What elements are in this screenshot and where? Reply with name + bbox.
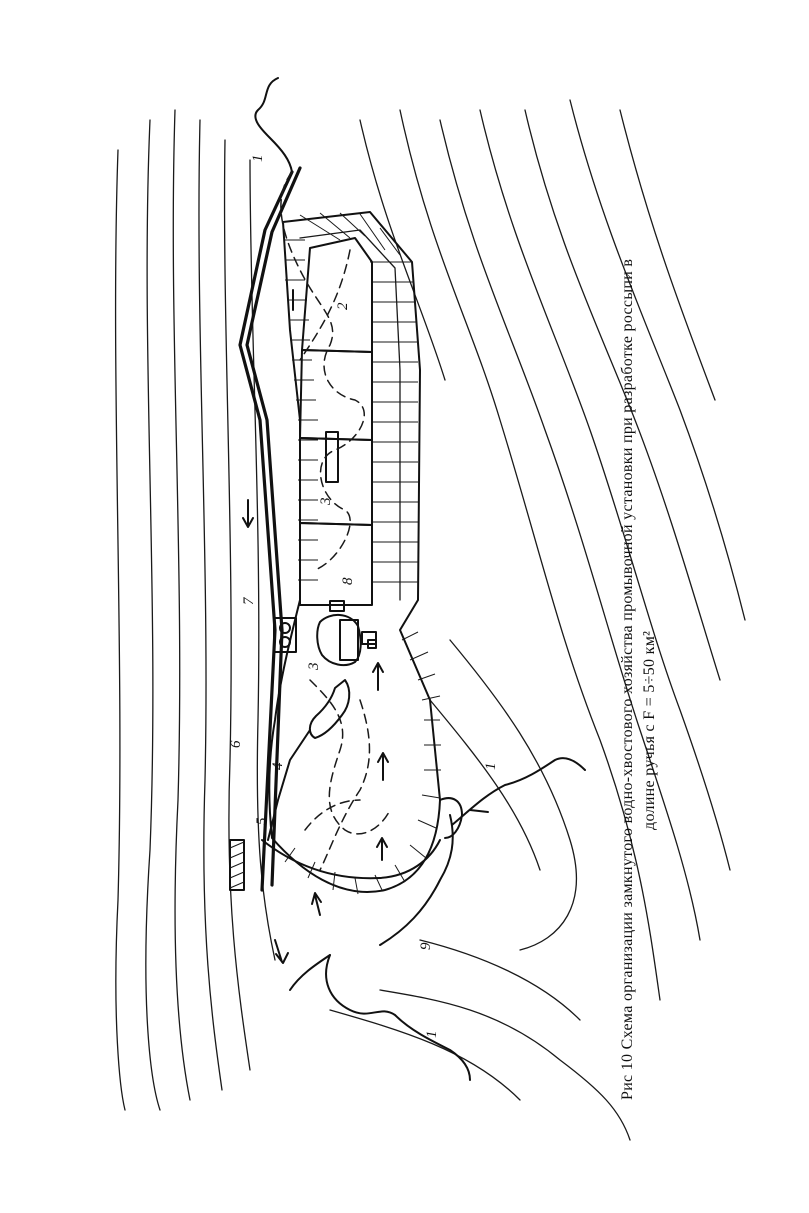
label-bypass-ditch: 6 xyxy=(228,740,244,748)
pond-8-area xyxy=(300,523,372,605)
caption-line-1: Рис 10 Схема организации замкнутого водно-хвостового хозяйства промывочной установки при разработке россыпи в xyxy=(619,258,636,1100)
spillway xyxy=(230,840,244,890)
label-stream-mid: 1 xyxy=(483,762,499,770)
flow-paths xyxy=(281,172,390,870)
label-pond-mid: 3 xyxy=(318,497,334,505)
washing-plant xyxy=(317,601,376,665)
stream-bottom xyxy=(326,955,470,1080)
figure-caption xyxy=(619,259,658,1100)
label-stream-bottom: 1 xyxy=(424,1030,440,1038)
settling-ponds xyxy=(300,238,372,605)
pump-station xyxy=(274,618,296,652)
diagram-labels xyxy=(228,155,499,1039)
drainage xyxy=(380,815,453,945)
caption-line-2: долине ручья с F = 5÷50 км² xyxy=(641,630,658,830)
stream-channels xyxy=(255,78,585,1080)
contour-lines-left xyxy=(116,110,275,1110)
label-spillway: 5 xyxy=(254,817,270,825)
stream-mid xyxy=(452,758,585,825)
label-washing-plant: 8 xyxy=(340,577,356,585)
label-pond-main: 2 xyxy=(335,302,351,310)
dike-lower xyxy=(262,840,440,878)
pond-embankment xyxy=(269,212,441,894)
label-dam: 4 xyxy=(270,762,286,770)
label-drainage: 9 xyxy=(418,942,434,950)
label-stream-top: 1 xyxy=(250,154,266,162)
contour-lines-right xyxy=(330,100,745,1140)
label-pump-station: 7 xyxy=(241,597,257,605)
label-pond-small: 3 xyxy=(306,662,322,670)
